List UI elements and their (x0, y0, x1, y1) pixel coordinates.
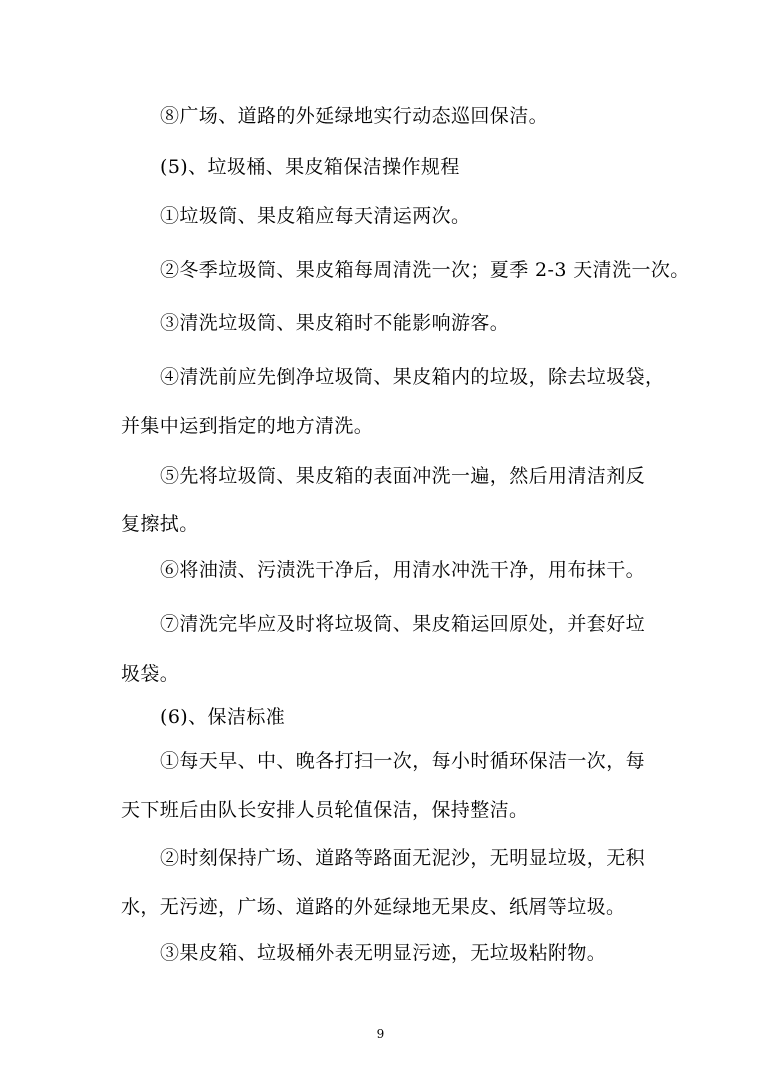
standard-1-line-2: 天下班后由队长安排人员轮值保洁，保持整洁。 (121, 799, 529, 821)
item-6-wipe-dry: ⑥将油渍、污渍洗干净后，用清水冲洗干净，用布抹干。 (160, 559, 646, 581)
section-heading-6: (6)、保洁标准 (160, 706, 286, 728)
item-7-line-2: 圾袋。 (121, 663, 180, 685)
standard-2-line-2: 水，无污迹，广场、道路的外延绿地无果皮、纸屑等垃圾。 (121, 896, 626, 918)
item-5-line-2: 复擦拭。 (121, 513, 199, 535)
item-5-line-1: ⑤先将垃圾筒、果皮箱的表面冲洗一遍，然后用清洁剂反 (160, 465, 646, 487)
standard-2-line-1: ②时刻保持广场、道路等路面无泥沙，无明显垃圾，无积 (160, 847, 646, 869)
page-number: 9 (376, 1027, 385, 1041)
item-4-line-2: 并集中运到指定的地方清洗。 (121, 415, 374, 437)
item-4-line-1: ④清洗前应先倒净垃圾筒、果皮箱内的垃圾，除去垃圾袋， (160, 366, 665, 388)
line-8-green-area-cleaning: ⑧广场、道路的外延绿地实行动态巡回保洁。 (160, 105, 549, 127)
standard-3-bins-clean: ③果皮箱、垃圾桶外表无明显污迹，无垃圾粘附物。 (160, 942, 607, 964)
item-1-daily-clearing: ①垃圾筒、果皮箱应每天清运两次。 (160, 205, 471, 227)
standard-1-line-1: ①每天早、中、晚各打扫一次，每小时循环保洁一次，每 (160, 750, 646, 772)
section-heading-5: (5)、垃圾桶、果皮箱保洁操作规程 (160, 156, 460, 178)
item-3-no-disturb: ③清洗垃圾筒、果皮箱时不能影响游客。 (160, 312, 510, 334)
item-2-washing-frequency: ②冬季垃圾筒、果皮箱每周清洗一次；夏季 2-3 天清洗一次。 (160, 259, 690, 281)
item-7-line-1: ⑦清洗完毕应及时将垃圾筒、果皮箱运回原处，并套好垃 (160, 613, 646, 635)
